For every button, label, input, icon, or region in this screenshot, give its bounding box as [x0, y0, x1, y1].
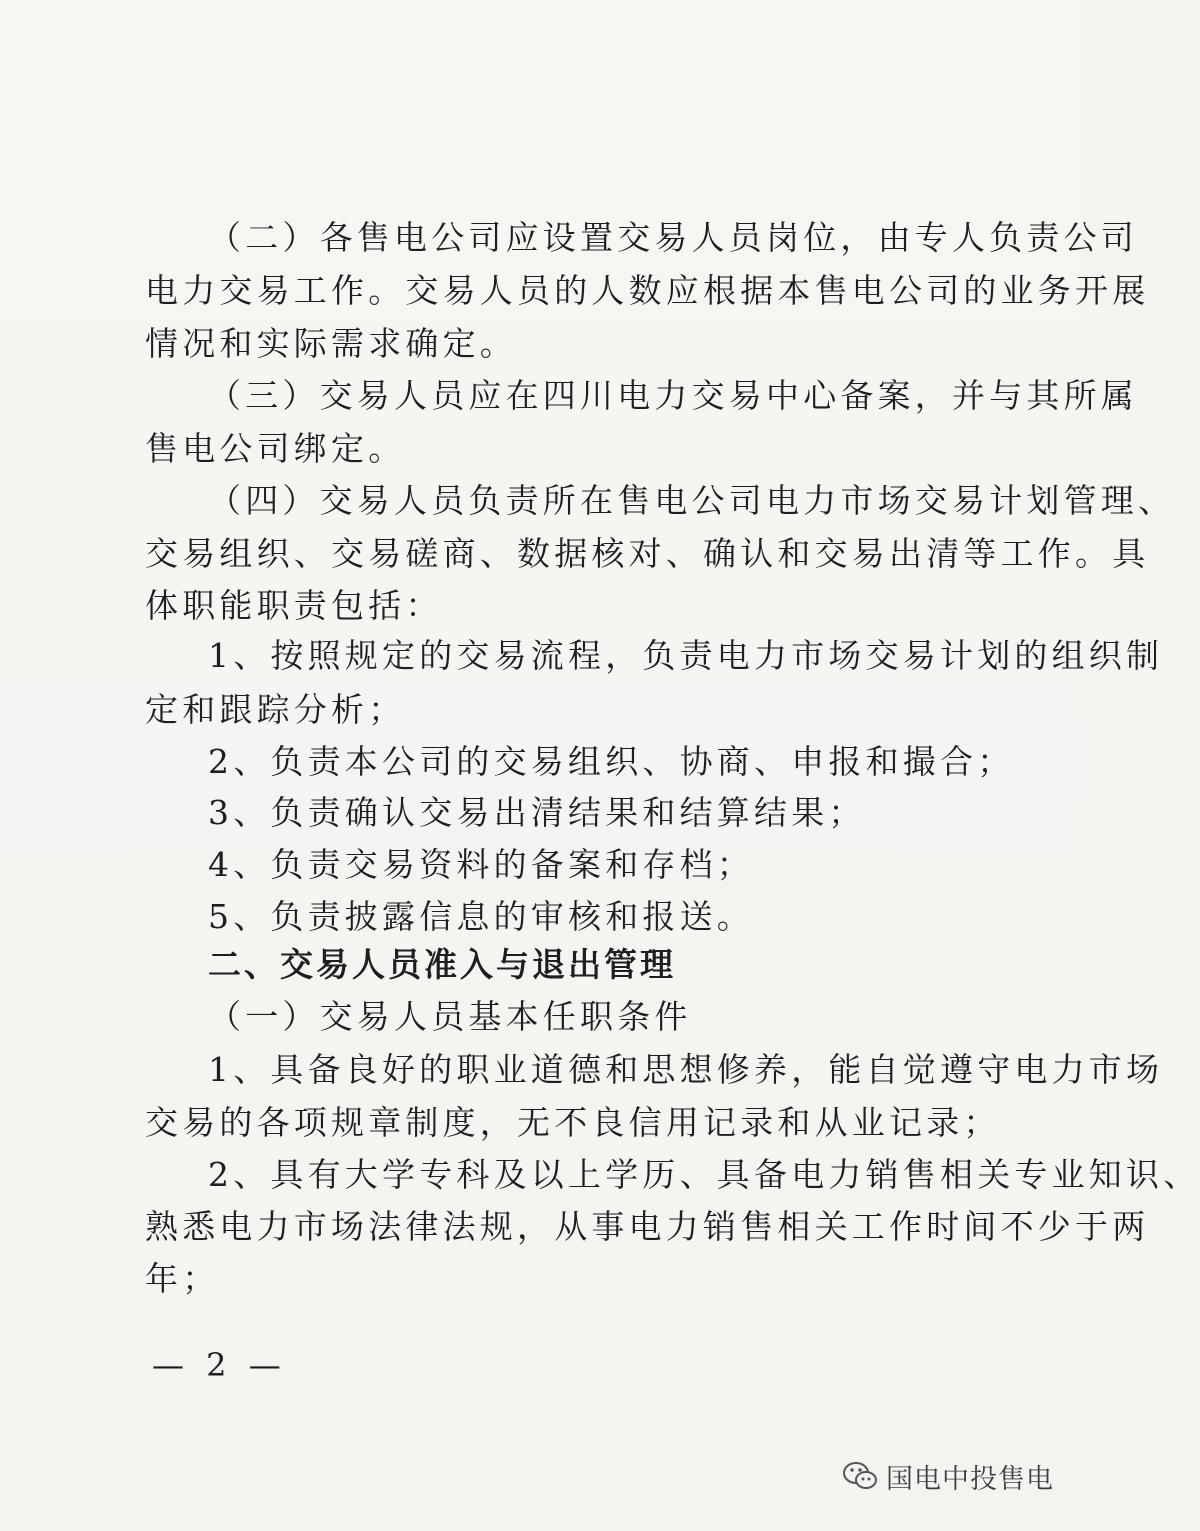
- item-1-line-1: 1、按照规定的交易流程，负责电力市场交易计划的组织制: [208, 636, 1164, 675]
- item-5: 5、负责披露信息的审核和报送。: [208, 897, 754, 936]
- condition-2-line-2: 熟悉电力市场法律法规，从事电力销售相关工作时间不少于两: [145, 1207, 1150, 1246]
- paragraph-4-line-1: （四）交易人员负责所在售电公司电力市场交易计划管理、: [208, 481, 1176, 520]
- watermark: [840, 1456, 1054, 1496]
- watermark-text: 国电中投售电: [886, 1463, 1054, 1495]
- paragraph-4-line-2: 交易组织、交易磋商、数据核对、确认和交易出清等工作。具: [145, 534, 1150, 573]
- paragraph-4-line-3: 体职能职责包括：: [145, 586, 443, 625]
- paragraph-2-line-1: （二）各售电公司应设置交易人员岗位，由专人负责公司: [208, 218, 1138, 257]
- subsection-heading: （一）交易人员基本任职条件: [208, 997, 692, 1036]
- condition-2-line-1: 2、具有大学专科及以上学历、具备电力销售相关专业知识、: [208, 1155, 1200, 1194]
- condition-2-line-3: 年；: [145, 1259, 220, 1298]
- page-number: — 2 —: [152, 1346, 287, 1384]
- item-4: 4、负责交易资料的备案和存档；: [208, 845, 754, 884]
- condition-1-line-1: 1、具备良好的职业道德和思想修养，能自觉遵守电力市场: [208, 1050, 1164, 1089]
- paragraph-3-line-2: 售电公司绑定。: [145, 429, 406, 468]
- item-3: 3、负责确认交易出清结果和结算结果；: [208, 793, 866, 832]
- section-heading: 二、交易人员准入与退出管理: [208, 945, 676, 984]
- item-1-line-2: 定和跟踪分析；: [145, 690, 406, 729]
- paragraph-2-line-3: 情况和实际需求确定。: [145, 324, 517, 363]
- condition-1-line-2: 交易的各项规章制度，无不良信用记录和从业记录；: [145, 1103, 1001, 1142]
- paragraph-3-line-1: （三）交易人员应在四川电力交易中心备案，并与其所属: [208, 376, 1138, 415]
- wechat-icon: [840, 1456, 880, 1496]
- paragraph-2-line-2: 电力交易工作。交易人员的人数应根据本售电公司的业务开展: [145, 271, 1150, 310]
- item-2: 2、负责本公司的交易组织、协商、申报和撮合；: [208, 742, 1015, 781]
